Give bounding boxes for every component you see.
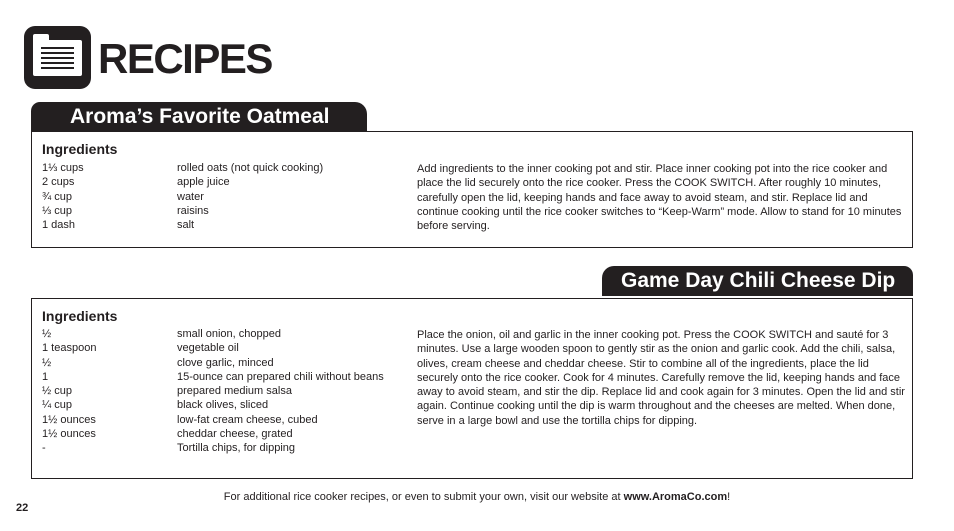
ingredient-quantity: ⅓ cup [42,204,72,217]
ingredient-row [42,427,402,441]
ingredient-name: rolled oats (not quick cooking) [177,162,324,174]
ingredient-name: cheddar cheese, grated [177,428,293,441]
ingredient-name: 15-ounce can prepared chili without beans [177,370,384,383]
ingredient-quantity: 1⅓ cups [42,162,84,174]
ingredient-name: black olives, sliced [177,399,269,412]
ingredients-list [42,327,402,456]
ingredient-row [42,370,402,384]
ingredient-row [42,175,402,189]
recipe-title-oatmeal: Aroma’s Favorite Oatmeal [31,102,367,132]
ingredients-list [42,161,402,232]
recipe-directions: Place the onion, oil and garlic in the inner cooking pot. Press the COOK SWITCH and sauté for 3 minutes. Use a large wooden spoon to gently stir as the onion and garlic cook. Add the chili, salsa, olives, cream cheese and cheddar cheese. Stir to combine all of the ingredients, place the lid securely onto the rice cooker. Cook for 4 minutes. Carefully remove the lid, keeping hands and face away to avoid steam, and stir the dip. Replace lid and cook again for 3 minutes. Open the lid and stir again. Continue cooking until the dip is warm throughout and the cheeses are melted. When done, serve in a large bowl and use the tortilla chips for dipping. [417,329,905,427]
ingredient-quantity: 1 teaspoon [42,342,97,355]
ingredient-quantity: - [42,442,46,455]
ingredient-name: small onion, chopped [177,328,281,340]
ingredient-name: prepared medium salsa [177,385,292,398]
ingredient-quantity: 1½ ounces [42,413,96,426]
footer-text: For additional rice cooker recipes, or even to submit your own, visit our website at [223,491,624,503]
ingredient-row [42,341,402,355]
ingredient-row [42,327,402,341]
ingredient-quantity: 2 cups [42,176,75,189]
ingredient-row [42,204,402,218]
ingredients-heading: Ingredients [42,308,118,324]
ingredient-name: vegetable oil [177,342,239,355]
ingredient-quantity: ¾ cup [42,190,72,203]
ingredient-name: apple juice [177,176,230,189]
recipe-title-chili-dip: Game Day Chili Cheese Dip [602,266,913,296]
ingredient-quantity: ½ [42,328,52,340]
folder-shape [33,40,82,76]
ingredient-name: clove garlic, minced [177,356,274,369]
recipe-card-chili-dip [31,298,913,479]
ingredient-name: Tortilla chips, for dipping [177,442,296,455]
ingredient-row [42,413,402,427]
ingredient-row [42,190,402,204]
ingredient-row [42,218,402,232]
ingredient-quantity: 1 [42,370,49,383]
ingredient-name: low-fat cream cheese, cubed [177,413,318,426]
document-lines [41,47,74,69]
footer-text-end: ! [727,491,731,503]
recipe-directions: Add ingredients to the inner cooking pot and stir. Place inner cooking pot into the rice cooker and place the lid securely onto the rice cooker. Press the COOK SWITCH. After roughly 10 minutes, carefully open the lid, keeping hands and face away to avoid steam, and stir. Replace lid and continue cooking until the rice cooker switches to “Keep-Warm” mode. Allow to stand for 10 minutes before serving. [417,163,902,233]
ingredient-quantity: ½ [42,356,52,369]
recipe-folder-icon [24,26,91,89]
ingredient-quantity: 1 dash [42,219,76,232]
ingredient-name: salt [177,219,195,232]
ingredient-row [42,441,402,455]
ingredient-quantity: ¼ cup [42,399,72,412]
ingredient-quantity: ½ cup [42,385,72,398]
ingredient-row [42,161,402,175]
ingredient-quantity: 1½ ounces [42,428,96,441]
ingredient-row [42,356,402,370]
ingredient-row [42,398,402,412]
ingredient-name: raisins [177,204,209,217]
ingredient-name: water [177,190,204,203]
page-title: RECIPES [98,35,272,82]
recipe-card-oatmeal [31,131,913,248]
ingredients-heading: Ingredients [42,141,118,157]
ingredient-row [42,384,402,398]
website-link[interactable]: www.AromaCo.com [623,491,728,503]
footer-note [0,490,954,504]
page-number: 22 [16,502,29,514]
